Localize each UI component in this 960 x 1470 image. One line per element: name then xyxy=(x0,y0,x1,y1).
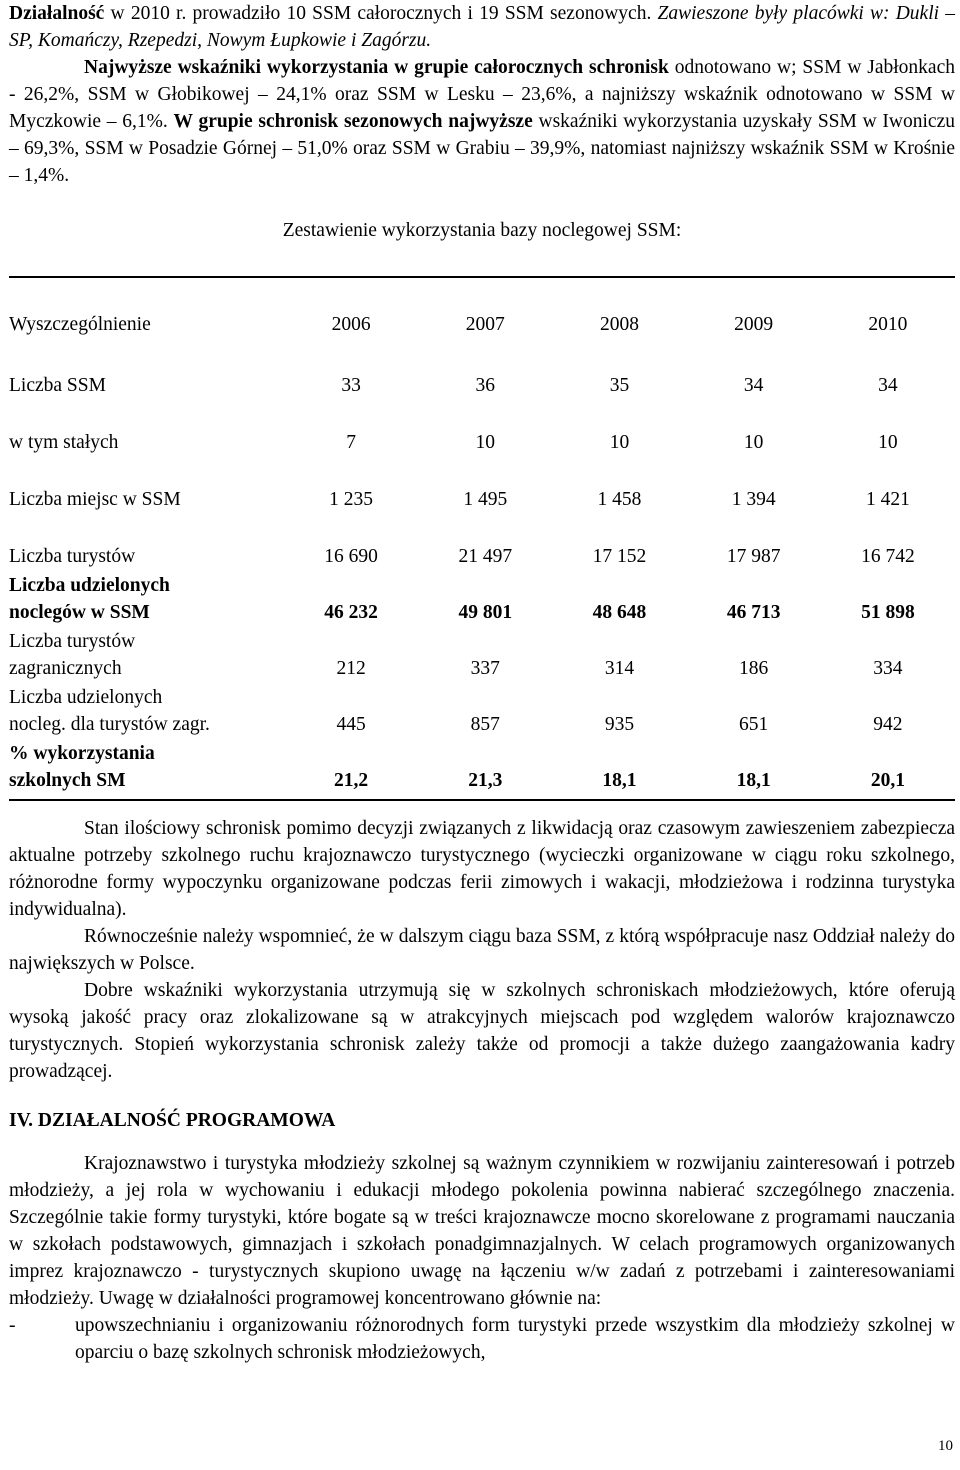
table-cell: 1 495 xyxy=(463,489,508,510)
table-cell: 186 xyxy=(739,658,769,679)
intro-bold-lead: Działalność xyxy=(9,3,105,24)
table-cell: 17 987 xyxy=(726,546,781,567)
row-label: w tym stałych xyxy=(9,432,119,453)
document-page xyxy=(9,0,955,1366)
table-row xyxy=(9,740,955,800)
row-label xyxy=(9,740,284,800)
table-cell: 1 421 xyxy=(865,489,910,510)
table-row xyxy=(9,458,955,515)
usage-bold-2: W grupie schronisk sezonowych najwyższe xyxy=(173,111,533,132)
table-cell: 18,1 xyxy=(736,770,771,791)
table-cell: 857 xyxy=(470,714,500,735)
table-cell: 21,2 xyxy=(334,770,369,791)
header-cell: Wyszczególnienie xyxy=(9,314,151,335)
table-cell: 34 xyxy=(878,375,898,396)
table-row xyxy=(9,628,955,684)
row-label-line: Liczba turystów xyxy=(9,631,136,652)
table-cell: 1 394 xyxy=(731,489,776,510)
table-cell: 10 xyxy=(743,432,764,453)
header-cell: 2006 xyxy=(331,314,371,335)
usage-text-2: wskaźniki wykorzystania uzyskały SSM w Iwoniczu – 69,3%, SSM w Posadzie Górnej – 51,0% oraz SSM w Grabiu – 39,9%, natomiast najniższy wskaźnik SSM w Krośnie – 1,4%. xyxy=(9,111,955,186)
intro-text: w 2010 r. prowadziło 10 SSM całorocznych i 19 SSM sezonowych. xyxy=(104,3,658,24)
table-cell: 21,3 xyxy=(468,770,503,791)
list-item xyxy=(9,1312,955,1366)
row-label: Liczba turystów xyxy=(9,546,136,567)
table-cell: 51 898 xyxy=(861,602,915,623)
section-paragraph: Krajoznawstwo i turystyka młodzieży szkolnej są ważnym czynnikiem w rozwijaniu zainteresowań i potrzeb młodzieży, a jej rola w wychowaniu i edukacji młodego pokolenia powinna nabierać szczególnego znaczenia. Szczególnie takie formy turystyki, które bogate są w treści krajoznawcze mocno skorelowane z programami nauczania w szkołach podstawowych, gimnazjach i szkołach ponadgimnazjalnych. W celach programowych organizowanych imprez krajoznawczo - turystycznych skupiono uwagę na łączeniu w/w zadań z potrzebami i zainteresowaniami młodzieży. Uwagę w działalności programowej koncentrowano głównie na: xyxy=(9,1153,955,1309)
row-label-line: zagranicznych xyxy=(9,658,122,679)
body-paragraph: Równocześnie należy wspomnieć, że w dalszym ciągu baza SSM, z którą współpracuje nasz Oddział należy do największych w Polsce. xyxy=(9,926,955,974)
table-row xyxy=(9,401,955,458)
table-cell: 36 xyxy=(475,375,496,396)
table-cell: 651 xyxy=(739,714,769,735)
table-cell: 21 497 xyxy=(458,546,513,567)
table-cell: 18,1 xyxy=(602,770,637,791)
usage-text-1: odnotowano w; SSM w Jabłonkach - 26,2%, SSM w Głobikowej – 24,1% oraz SSM w Lesku – 23,6%, a najniższy wskaźnik odnotowano w SSM w Myczkowie – 6,1%. xyxy=(9,57,955,132)
table-cell: 10 xyxy=(609,432,630,453)
intro-paragraph xyxy=(9,0,955,54)
table-cell: 337 xyxy=(470,658,500,679)
page-number: 10 xyxy=(938,1438,953,1454)
row-label-line: noclegów w SSM xyxy=(9,602,150,623)
list-bullet: - xyxy=(9,1315,16,1336)
table-cell: 48 648 xyxy=(592,602,647,623)
table-header-row xyxy=(9,277,955,344)
table-row xyxy=(9,572,955,628)
table-cell: 16 742 xyxy=(861,546,915,567)
table-cell: 942 xyxy=(873,714,903,735)
header-cell: 2008 xyxy=(599,314,639,335)
table-cell: 1 235 xyxy=(329,489,374,510)
table-cell: 46 232 xyxy=(324,602,378,623)
row-label xyxy=(9,684,284,740)
header-cell: 2007 xyxy=(465,314,505,335)
row-label-line: Liczba udzielonych xyxy=(9,687,163,708)
section-heading: IV. DZIAŁALNOŚĆ PROGRAMOWA xyxy=(9,1110,336,1131)
body-paragraph: Stan ilościowy schronisk pomimo decyzji związanych z likwidacją oraz czasowym zawieszeniem zabezpiecza aktualne potrzeby szkolnego ruchu krajoznawczo turystycznego (wycieczki organizowane w ciągu roku szkolnego, różnorodne formy wypoczynku organizowane podczas ferii zimowych i wakacji, młodzieżowa i rodzinna turystyka indywidualna). xyxy=(9,818,955,920)
accommodation-table xyxy=(9,276,955,801)
table-cell: 34 xyxy=(743,375,764,396)
row-label: Liczba SSM xyxy=(9,375,106,396)
table-cell: 334 xyxy=(873,658,903,679)
table-cell: 10 xyxy=(475,432,496,453)
list-item-text: upowszechnianiu i organizowaniu różnorodnych form turystyki przede wszystkim dla młodzieży szkolnej w oparciu o bazę szkolnych schronisk młodzieżowych, xyxy=(75,1315,955,1363)
table-row xyxy=(9,684,955,740)
table-cell: 16 690 xyxy=(324,546,378,567)
row-label: Liczba miejsc w SSM xyxy=(9,489,181,510)
usage-paragraph xyxy=(9,54,955,189)
usage-bold-1: Najwyższe wskaźniki wykorzystania w grupie całorocznych schronisk xyxy=(84,57,669,78)
table-cell: 33 xyxy=(341,375,361,396)
intro-italic-note: Zawieszone były placówki w: Dukli – SP, Komańczy, Rzepedzi, Nowym Łupkowie i Zagórzu. xyxy=(9,3,955,51)
header-cell: 2009 xyxy=(734,314,774,335)
row-label xyxy=(9,572,284,628)
table-caption: Zestawienie wykorzystania bazy noclegowej SSM: xyxy=(282,220,682,241)
table-cell: 49 801 xyxy=(458,602,513,623)
row-label-line: % wykorzystania xyxy=(9,743,155,764)
table-cell: 314 xyxy=(604,658,635,679)
table-cell: 445 xyxy=(336,714,366,735)
header-cell: 2010 xyxy=(868,314,908,335)
table-cell: 7 xyxy=(346,432,356,453)
table-cell: 46 713 xyxy=(726,602,781,623)
row-label-line: szkolnych SM xyxy=(9,770,126,791)
table-row xyxy=(9,344,955,401)
row-label xyxy=(9,628,284,684)
table-cell: 20,1 xyxy=(870,770,905,791)
row-label-line: Liczba udzielonych xyxy=(9,575,170,596)
table-cell: 1 458 xyxy=(597,489,642,510)
body-paragraph: Dobre wskaźniki wykorzystania utrzymują się w szkolnych schroniskach młodzieżowych, które oferują wysoką jakość pracy oraz zlokalizowane są w atrakcyjnych miejscach pod względem walorów krajoznawczo turystycznych. Stopień wykorzystania schronisk zależy także od promocji a także dużego zaangażowania kadry prowadzącej. xyxy=(9,980,955,1082)
table-cell: 17 152 xyxy=(592,546,647,567)
table-cell: 212 xyxy=(336,658,366,679)
table-row xyxy=(9,515,955,572)
table-cell: 935 xyxy=(604,714,635,735)
table-cell: 10 xyxy=(878,432,898,453)
row-label-line: nocleg. dla turystów zagr. xyxy=(9,714,210,735)
table-cell: 35 xyxy=(609,375,630,396)
